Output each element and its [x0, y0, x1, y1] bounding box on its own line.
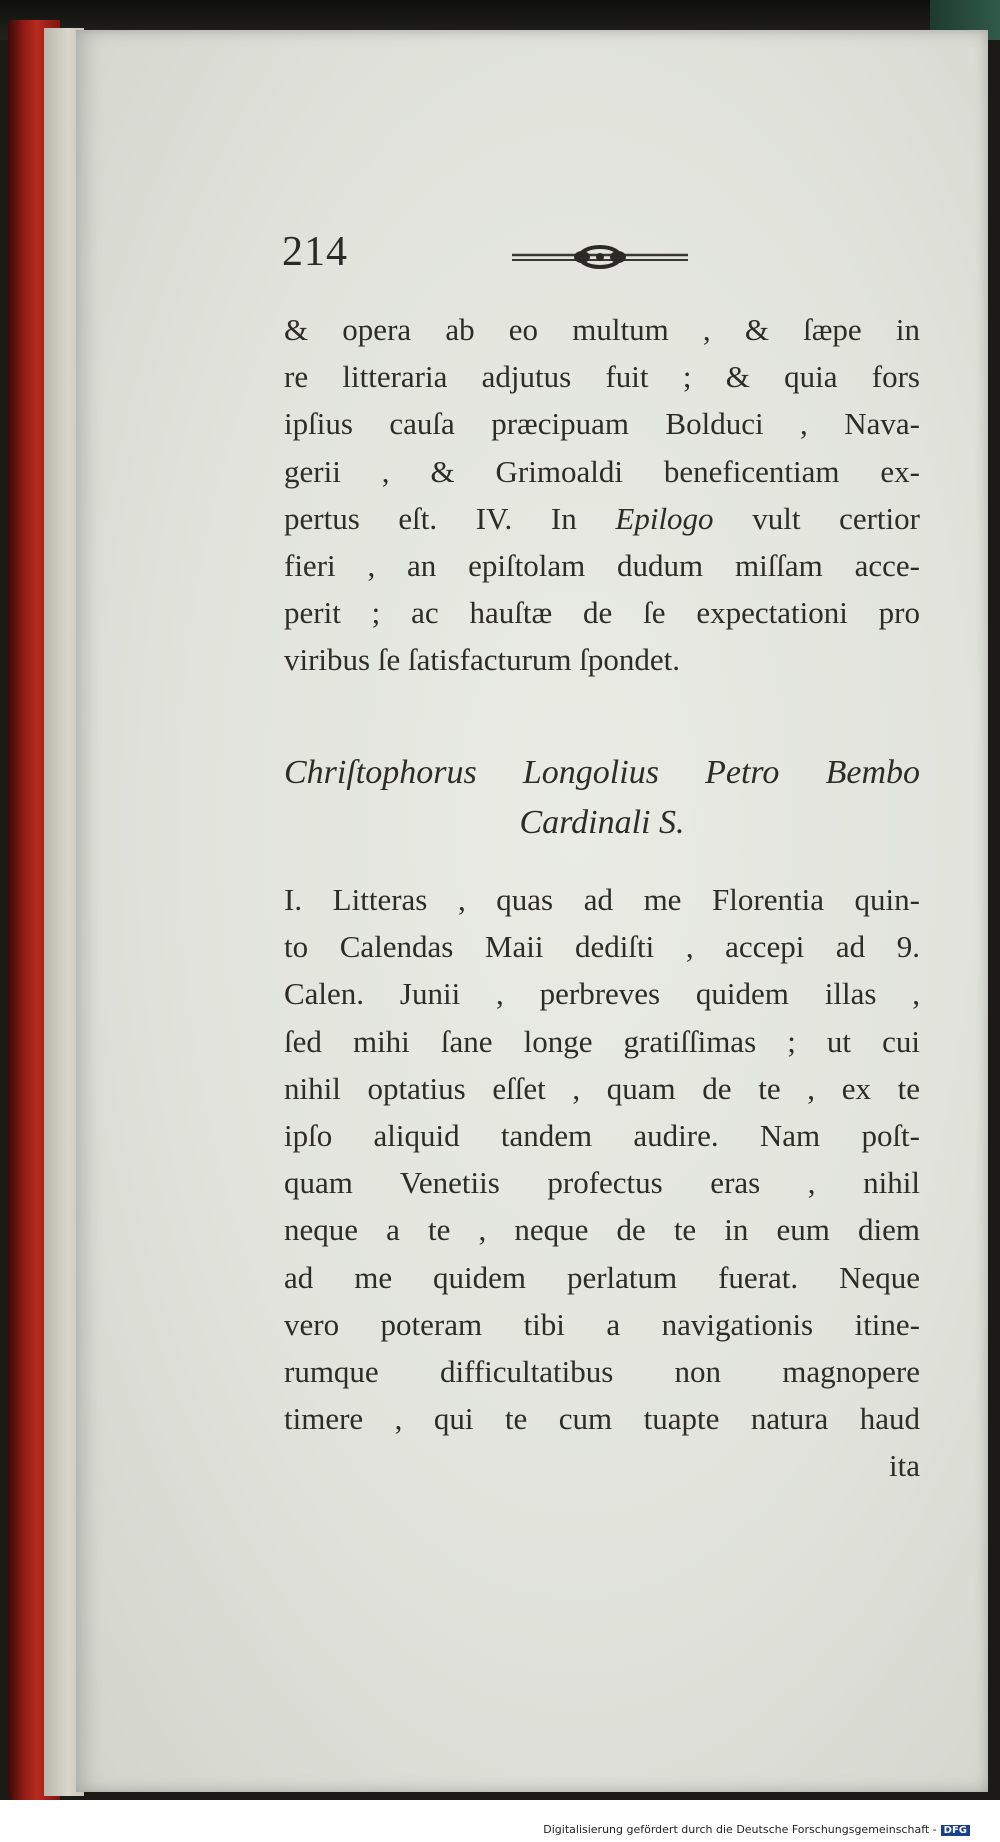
text-line: neque a te , neque de te in eum diem	[284, 1212, 920, 1248]
dfg-logo: DFG	[941, 1825, 970, 1836]
digitization-credit	[543, 1823, 970, 1836]
text-line: quam Venetiis profectus eras , nihil	[284, 1165, 920, 1201]
page-header	[282, 228, 922, 284]
page-number: 214	[282, 229, 348, 275]
text-line: pertus eſt. IV. In Epilogo vult certior	[284, 500, 920, 536]
catchword: ita	[889, 1448, 920, 1484]
text-line: ipſius cauſa præcipuam Bolduci , Nava-	[284, 406, 920, 442]
italic-word: Epilogo	[615, 500, 714, 536]
text-line: to Calendas Maii dediſti , accepi ad 9.	[284, 929, 920, 965]
preceding-paragraph	[284, 306, 920, 684]
text-line: gerii , & Grimoaldi beneficentiam ex-	[284, 453, 920, 489]
letter-title	[284, 748, 920, 848]
credit-text: Digitalisierung gefördert durch die Deutsche Forschungsgemeinschaft -	[543, 1823, 937, 1836]
text-line: timere , qui te cum tuapte natura haud	[284, 1401, 920, 1437]
text-line: Calen. Junii , perbreves quidem illas ,	[284, 976, 920, 1012]
letter-title-line-1: Chriſtophorus Longolius Petro Bembo	[284, 754, 920, 791]
text-line: vero poteram tibi a navigationis itine-	[284, 1306, 920, 1342]
text-line: ad me quidem perlatum fuerat. Neque	[284, 1259, 920, 1295]
text-line: & opera ab eo multum , & ſæpe in	[284, 312, 920, 347]
letter-title-line-2: Cardinali S.	[519, 804, 685, 841]
text-line: ſed mihi ſane longe gratiſſimas ; ut cui	[284, 1023, 920, 1059]
text-line: viribus ſe ſatisfacturum ſpondet.	[284, 642, 681, 678]
printers-ornament-icon	[510, 242, 690, 272]
letter-body	[284, 876, 920, 1489]
text-line: ipſo aliquid tandem audire. Nam poſt-	[284, 1117, 920, 1153]
text-line: rumque difficultatibus non magnopere	[284, 1353, 920, 1389]
text-line: fieri , an epiſtolam dudum miſſam acce-	[284, 547, 920, 583]
text-line: I. Litteras , quas ad me Florentia quin-	[284, 882, 920, 917]
text-line: nihil optatius eſſet , quam de te , ex te	[284, 1070, 920, 1106]
text-line: perit ; ac hauſtæ de ſe expectationi pro	[284, 595, 920, 631]
text-line: re litteraria adjutus fuit ; & quia fors	[284, 359, 920, 395]
